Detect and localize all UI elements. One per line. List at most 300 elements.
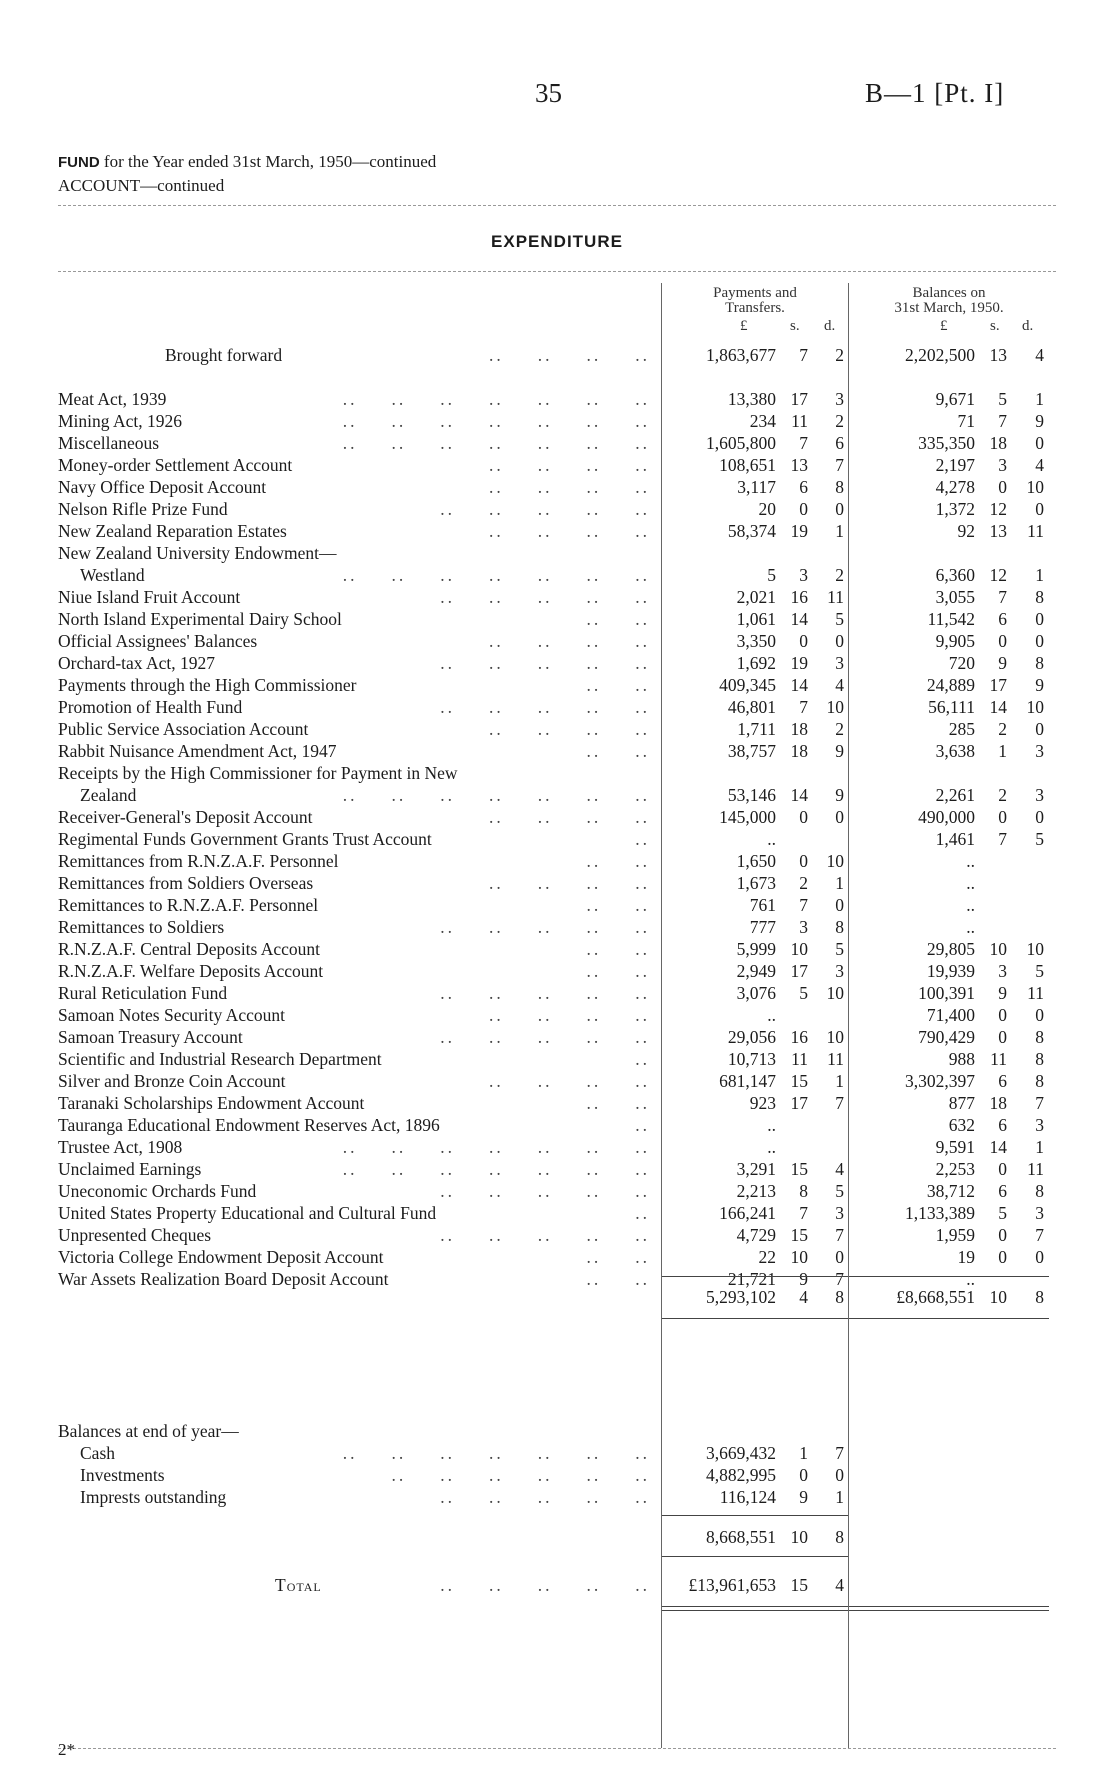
payments-pence: 11 bbox=[827, 1049, 844, 1069]
balances-pounds: 877 bbox=[948, 1093, 975, 1113]
table-row bbox=[0, 718, 1114, 740]
balances-pounds: 790,429 bbox=[918, 1027, 975, 1047]
total-row bbox=[0, 1574, 1114, 1596]
balances-pounds: 9,591 bbox=[935, 1137, 975, 1157]
balances-pence: 7 bbox=[1035, 1225, 1044, 1245]
payments-pounds: 777 bbox=[749, 917, 776, 937]
balances-pence: 8 bbox=[1035, 1027, 1044, 1047]
table-row bbox=[0, 1202, 1114, 1224]
balances-pounds: 2,202,500 bbox=[905, 345, 975, 365]
balances-shillings: 10 bbox=[989, 939, 1007, 959]
payments-pence: 5 bbox=[835, 609, 844, 629]
payments-pounds: 145,000 bbox=[719, 807, 776, 827]
payments-shillings: 3 bbox=[799, 565, 808, 585]
balances-pence: 0 bbox=[1035, 1247, 1044, 1267]
leader-dots: .. bbox=[635, 1049, 650, 1069]
leader-dots: .. .. .. .. .. bbox=[440, 983, 650, 1003]
document-reference: B—1 [Pt. I] bbox=[865, 78, 1005, 108]
balances-pounds: 4,278 bbox=[935, 477, 975, 497]
row-label: Rabbit Nuisance Amendment Act, 1947 bbox=[58, 741, 337, 761]
balances-shillings: 13 bbox=[989, 345, 1007, 365]
payments-pence: 0 bbox=[835, 631, 844, 651]
balances-pounds: 11,542 bbox=[927, 609, 975, 629]
payments-header-line1: Payments and bbox=[713, 285, 797, 301]
leader-dots: .. .. bbox=[586, 961, 650, 981]
table-row bbox=[0, 476, 1114, 498]
table-row bbox=[0, 696, 1114, 718]
table-row bbox=[0, 630, 1114, 652]
row-label: Remittances to Soldiers bbox=[58, 917, 225, 937]
page-subtitle: ACCOUNT—continued bbox=[58, 176, 225, 195]
payments-pounds: 166,241 bbox=[719, 1203, 776, 1223]
table-row bbox=[0, 850, 1114, 872]
balances-pence: 11 bbox=[1027, 1159, 1044, 1179]
payments-pence: 10 bbox=[826, 697, 844, 717]
table-row bbox=[0, 784, 1114, 806]
payments-pence: 2 bbox=[835, 565, 844, 585]
balances-shillings: 3 bbox=[998, 961, 1007, 981]
balances-pounds: 1,959 bbox=[935, 1225, 975, 1245]
payments-pounds: 3,350 bbox=[736, 631, 776, 651]
rule bbox=[662, 1318, 848, 1319]
payments-pence: 3 bbox=[835, 1203, 844, 1223]
table-row bbox=[0, 872, 1114, 894]
payments-pounds: 46,801 bbox=[727, 697, 776, 717]
table-row bbox=[0, 674, 1114, 696]
balances-column-header bbox=[849, 286, 1049, 316]
balances-pence: 3 bbox=[1035, 1203, 1044, 1223]
row-label: Westland bbox=[80, 565, 145, 585]
leader-dots: .. .. .. .. .. .. .. bbox=[342, 1443, 650, 1463]
table-row bbox=[0, 1004, 1114, 1026]
balances-sum-row bbox=[0, 1526, 1114, 1548]
payments-pounds: .. bbox=[767, 1137, 776, 1157]
table-row bbox=[0, 454, 1114, 476]
balance-row-cash bbox=[0, 1442, 1114, 1464]
balances-pounds: 3,638 bbox=[935, 741, 975, 761]
payments-pounds: 1,711 bbox=[737, 719, 776, 739]
payments-shillings: 14 bbox=[790, 609, 808, 629]
payments-pounds: 22 bbox=[758, 1247, 776, 1267]
payments-shillings: 9 bbox=[799, 1269, 808, 1289]
row-label: Navy Office Deposit Account bbox=[58, 477, 267, 497]
payments-pence: 9 bbox=[835, 785, 844, 805]
balances-pounds: 56,111 bbox=[928, 697, 975, 717]
payments-shillings: 2 bbox=[799, 873, 808, 893]
leader-dots: .. .. bbox=[586, 939, 650, 959]
row-label: Scientific and Industrial Research Department bbox=[58, 1049, 382, 1069]
row-label: Samoan Notes Security Account bbox=[58, 1005, 285, 1025]
row-label: Trustee Act, 1908 bbox=[58, 1137, 183, 1157]
balances-pounds: 71,400 bbox=[926, 1005, 975, 1025]
balances-shillings: 0 bbox=[998, 477, 1007, 497]
row-label: Victoria College Endowment Deposit Account bbox=[58, 1247, 384, 1267]
balances-shillings: 10 bbox=[989, 1287, 1007, 1307]
balances-pence: 3 bbox=[1035, 741, 1044, 761]
payments-pounds: 2,949 bbox=[736, 961, 776, 981]
payments-pounds: .. bbox=[767, 829, 776, 849]
row-label: Money-order Settlement Account bbox=[58, 455, 293, 475]
balances-shillings: 9 bbox=[998, 653, 1007, 673]
payments-shillings: 7 bbox=[799, 433, 808, 453]
payments-pence: 10 bbox=[826, 1027, 844, 1047]
table-row bbox=[0, 1246, 1114, 1268]
balances-pence: 8 bbox=[1035, 1049, 1044, 1069]
payments-pence: 7 bbox=[835, 1269, 844, 1289]
payments-shillings: 0 bbox=[799, 631, 808, 651]
balances-pence: 9 bbox=[1035, 675, 1044, 695]
payments-shillings: 11 bbox=[791, 411, 808, 431]
title-rest: for the Year ended 31st March, 1950—continued bbox=[99, 152, 437, 171]
balances-pence: 8 bbox=[1035, 587, 1044, 607]
payments-pounds: 20 bbox=[758, 499, 776, 519]
balances-pounds: 1,372 bbox=[935, 499, 975, 519]
row-label: Promotion of Health Fund bbox=[58, 697, 243, 717]
leader-dots: .. bbox=[635, 829, 650, 849]
leader-dots: .. .. .. .. bbox=[489, 719, 650, 739]
row-label: Mining Act, 1926 bbox=[58, 411, 182, 431]
row-label: Receipts by the High Commissioner for Payment in New bbox=[58, 763, 458, 783]
payments-pounds: 1,863,677 bbox=[706, 345, 776, 365]
row-label: Official Assignees' Balances bbox=[58, 631, 258, 651]
payments-pounds: .. bbox=[767, 1005, 776, 1025]
row-label: Taranaki Scholarships Endowment Account bbox=[58, 1093, 365, 1113]
leader-dots: .. .. .. .. .. bbox=[440, 499, 650, 519]
leader-dots: .. .. bbox=[586, 609, 650, 629]
payments-shillings: 17 bbox=[790, 389, 808, 409]
balances-pence: 5 bbox=[1035, 829, 1044, 849]
row-label: Investments bbox=[80, 1465, 165, 1485]
balances-pence: 0 bbox=[1035, 499, 1044, 519]
balances-shillings: 12 bbox=[989, 499, 1007, 519]
rule bbox=[662, 1556, 848, 1557]
balance-row-imprests bbox=[0, 1486, 1114, 1508]
payments-shillings: 8 bbox=[799, 1181, 808, 1201]
balances-pence: 0 bbox=[1035, 631, 1044, 651]
balances-shillings: 18 bbox=[989, 433, 1007, 453]
title-bold: FUND bbox=[58, 154, 100, 171]
rule bbox=[662, 1276, 848, 1277]
balances-pence: 1 bbox=[1035, 565, 1044, 585]
balances-shillings: 9 bbox=[998, 983, 1007, 1003]
table-row bbox=[0, 608, 1114, 630]
payments-pounds: 4,882,995 bbox=[706, 1465, 776, 1485]
balances-header-line2: 31st March, 1950. bbox=[894, 300, 1004, 316]
payments-pence: 0 bbox=[835, 807, 844, 827]
leader-dots: .. .. .. .. .. .. .. bbox=[342, 565, 650, 585]
leader-dots: .. .. .. .. .. bbox=[440, 587, 650, 607]
leader-dots: .. .. .. .. .. bbox=[440, 1181, 650, 1201]
table-row bbox=[0, 982, 1114, 1004]
payments-pounds: 4,729 bbox=[736, 1225, 776, 1245]
table-row bbox=[0, 652, 1114, 674]
balances-pounds: 285 bbox=[948, 719, 975, 739]
balances-pence: 9 bbox=[1035, 411, 1044, 431]
payments-shillings: 9 bbox=[799, 1487, 808, 1507]
payments-pence: 8 bbox=[835, 1527, 844, 1547]
leader-dots: .. .. .. .. bbox=[489, 521, 650, 541]
payments-pounds: 923 bbox=[749, 1093, 776, 1113]
balances-pence: 0 bbox=[1035, 719, 1044, 739]
row-label: Remittances from R.N.Z.A.F. Personnel bbox=[58, 851, 339, 871]
table-row bbox=[0, 410, 1114, 432]
balances-shillings: 0 bbox=[998, 631, 1007, 651]
row-label: Meat Act, 1939 bbox=[58, 389, 167, 409]
balances-shillings: 1 bbox=[998, 741, 1007, 761]
leader-dots: .. .. .. .. bbox=[489, 873, 650, 893]
payments-shillings: 7 bbox=[799, 345, 808, 365]
rule bbox=[662, 1515, 848, 1516]
payments-pounds: 29,056 bbox=[727, 1027, 776, 1047]
payments-pounds: 234 bbox=[749, 411, 776, 431]
leader-dots: .. .. .. .. .. .. .. bbox=[342, 785, 650, 805]
table-row bbox=[0, 1114, 1114, 1136]
balances-pounds: 632 bbox=[948, 1115, 975, 1135]
row-label: Orchard-tax Act, 1927 bbox=[58, 653, 215, 673]
balances-pence: 3 bbox=[1035, 1115, 1044, 1135]
row-label: War Assets Realization Board Deposit Account bbox=[58, 1269, 389, 1289]
balances-shillings: 7 bbox=[998, 411, 1007, 431]
leader-dots: .. .. .. .. bbox=[489, 455, 650, 475]
brought-forward-row bbox=[0, 344, 1114, 366]
row-label: Uneconomic Orchards Fund bbox=[58, 1181, 257, 1201]
leader-dots: .. .. bbox=[586, 1093, 650, 1113]
balances-header-line1: Balances on bbox=[912, 285, 986, 301]
balances-pounds: 71 bbox=[957, 411, 975, 431]
balances-pounds: 29,805 bbox=[926, 939, 975, 959]
payments-pounds: .. bbox=[767, 1115, 776, 1135]
payments-pounds: 8,668,551 bbox=[706, 1527, 776, 1547]
payments-pence: 0 bbox=[835, 895, 844, 915]
balances-pence: 1 bbox=[1035, 1137, 1044, 1157]
balances-pence: 8 bbox=[1035, 1181, 1044, 1201]
payments-shillings: 5 bbox=[799, 983, 808, 1003]
payments-shillings: 11 bbox=[791, 1049, 808, 1069]
row-label: Public Service Association Account bbox=[58, 719, 309, 739]
payments-pence: 8 bbox=[835, 1287, 844, 1307]
balances-pounds: 92 bbox=[957, 521, 975, 541]
balances-pounds: 9,671 bbox=[935, 389, 975, 409]
leader-dots: .. .. .. .. .. bbox=[440, 1225, 650, 1245]
payments-pence: 7 bbox=[835, 1443, 844, 1463]
payments-pounds: 3,669,432 bbox=[706, 1443, 776, 1463]
balances-shillings: 0 bbox=[998, 1159, 1007, 1179]
payments-pence: 4 bbox=[835, 1575, 844, 1595]
balances-pence: 4 bbox=[1035, 345, 1044, 365]
balances-pounds: 1,133,389 bbox=[905, 1203, 975, 1223]
balance-row-investments bbox=[0, 1464, 1114, 1486]
leader-dots: .. .. .. .. bbox=[489, 631, 650, 651]
balances-pence: 5 bbox=[1035, 961, 1044, 981]
table-row bbox=[0, 1070, 1114, 1092]
balances-shillings: 0 bbox=[998, 807, 1007, 827]
payments-pounds: 3,291 bbox=[736, 1159, 776, 1179]
balances-shillings: 0 bbox=[998, 1247, 1007, 1267]
payments-pence: 10 bbox=[826, 851, 844, 871]
row-label: Rural Reticulation Fund bbox=[58, 983, 228, 1003]
balances-shillings: 18 bbox=[989, 1093, 1007, 1113]
table-row bbox=[0, 520, 1114, 542]
double-rule bbox=[849, 1606, 1049, 1611]
row-label: Tauranga Educational Endowment Reserves Act, 1896 bbox=[58, 1115, 440, 1135]
payments-shillings: 7 bbox=[799, 1203, 808, 1223]
balances-pounds: 3,302,397 bbox=[905, 1071, 975, 1091]
table-row bbox=[0, 388, 1114, 410]
balances-pounds: 2,197 bbox=[935, 455, 975, 475]
leader-dots: .. .. .. .. bbox=[489, 1005, 650, 1025]
payments-pounds: 1,673 bbox=[736, 873, 776, 893]
balances-shillings: 17 bbox=[989, 675, 1007, 695]
row-label: Remittances from Soldiers Overseas bbox=[58, 873, 314, 893]
table-row bbox=[0, 806, 1114, 828]
balances-pence: 0 bbox=[1035, 433, 1044, 453]
payments-shillings: 1 bbox=[799, 1443, 808, 1463]
balances-pounds: .. bbox=[966, 873, 975, 893]
payments-shillings: 13 bbox=[790, 455, 808, 475]
payments-pounds: 10,713 bbox=[727, 1049, 776, 1069]
balances-pence: 10 bbox=[1026, 697, 1044, 717]
balances-pounds: 1,461 bbox=[935, 829, 975, 849]
table-row bbox=[0, 762, 1114, 784]
row-label: Miscellaneous bbox=[58, 433, 160, 453]
table-row bbox=[0, 498, 1114, 520]
payments-pence: 0 bbox=[835, 1247, 844, 1267]
row-label: Nelson Rifle Prize Fund bbox=[58, 499, 228, 519]
leader-dots: .. .. .. .. .. bbox=[440, 653, 650, 673]
rule bbox=[849, 1276, 1049, 1277]
row-label: New Zealand University Endowment— bbox=[58, 543, 337, 563]
payments-pence: 8 bbox=[835, 477, 844, 497]
page-number: 35 bbox=[535, 78, 562, 108]
payments-shillings: 16 bbox=[790, 1027, 808, 1047]
payments-pence: 3 bbox=[835, 653, 844, 673]
payments-column-header bbox=[662, 286, 848, 316]
payments-shillings: 0 bbox=[799, 807, 808, 827]
payments-pounds: 1,650 bbox=[736, 851, 776, 871]
balances-pence: 8 bbox=[1035, 1071, 1044, 1091]
payments-pounds: 1,061 bbox=[736, 609, 776, 629]
subtotal-row bbox=[0, 1286, 1114, 1308]
balances-shillings: 3 bbox=[998, 455, 1007, 475]
balances-pence: 11 bbox=[1027, 521, 1044, 541]
row-label: Payments through the High Commissioner bbox=[58, 675, 357, 695]
payments-pence: 7 bbox=[835, 1093, 844, 1113]
payments-shillings: 19 bbox=[790, 653, 808, 673]
balances-pounds: 988 bbox=[948, 1049, 975, 1069]
payments-pence: 3 bbox=[835, 389, 844, 409]
payments-pounds: 5,293,102 bbox=[706, 1287, 776, 1307]
balances-pence: 3 bbox=[1035, 785, 1044, 805]
payments-shillings: 4 bbox=[799, 1287, 808, 1307]
payments-shillings: 16 bbox=[790, 587, 808, 607]
balances-pounds: 335,350 bbox=[918, 433, 975, 453]
payments-pence: 4 bbox=[835, 1159, 844, 1179]
payments-pence: 2 bbox=[835, 345, 844, 365]
balances-pounds: 9,905 bbox=[935, 631, 975, 651]
table-row bbox=[0, 1136, 1114, 1158]
payments-shillings: 17 bbox=[790, 1093, 808, 1113]
balances-pounds: 3,055 bbox=[935, 587, 975, 607]
payments-pence: 7 bbox=[835, 1225, 844, 1245]
balances-pounds: 2,261 bbox=[935, 785, 975, 805]
payments-header-line2: Transfers. bbox=[725, 300, 785, 316]
payments-shillings: 15 bbox=[790, 1159, 808, 1179]
leader-dots: .. .. bbox=[586, 895, 650, 915]
payments-pence: 11 bbox=[827, 587, 844, 607]
payments-shillings: 10 bbox=[790, 1527, 808, 1547]
payments-pounds: 1,605,800 bbox=[706, 433, 776, 453]
payments-pounds: 3,117 bbox=[737, 477, 776, 497]
payments-pounds: 38,757 bbox=[727, 741, 776, 761]
balances-pence: 8 bbox=[1035, 1287, 1044, 1307]
balances-shillings: 6 bbox=[998, 1115, 1007, 1135]
row-label: United States Property Educational and Cultural Fund bbox=[58, 1203, 437, 1223]
table-row bbox=[0, 938, 1114, 960]
table-row bbox=[0, 1180, 1114, 1202]
table-row bbox=[0, 740, 1114, 762]
row-label: Imprests outstanding bbox=[80, 1487, 227, 1507]
total-label: Total bbox=[275, 1575, 322, 1595]
balances-pence: 4 bbox=[1035, 455, 1044, 475]
payments-pounds: 116,124 bbox=[719, 1487, 776, 1507]
table-row bbox=[0, 1158, 1114, 1180]
balances-pounds: 720 bbox=[948, 653, 975, 673]
shilling-unit: s. bbox=[790, 318, 800, 334]
balances-heading-row bbox=[0, 1420, 1114, 1442]
balances-pence: 7 bbox=[1035, 1093, 1044, 1113]
leader-dots: .. .. .. .. bbox=[489, 477, 650, 497]
leader-dots: .. .. .. .. .. .. .. bbox=[342, 411, 650, 431]
balances-shillings: 6 bbox=[998, 1181, 1007, 1201]
payments-pence: 0 bbox=[835, 499, 844, 519]
payments-pence: 3 bbox=[835, 961, 844, 981]
payments-pounds: 21,721 bbox=[727, 1269, 776, 1289]
row-label: Remittances to R.N.Z.A.F. Personnel bbox=[58, 895, 319, 915]
balances-pence: 8 bbox=[1035, 653, 1044, 673]
double-rule bbox=[662, 1606, 848, 1611]
leader-dots: .. .. .. .. bbox=[489, 807, 650, 827]
balances-shillings: 12 bbox=[989, 565, 1007, 585]
divider bbox=[58, 1748, 1056, 1749]
balances-pence: 1 bbox=[1035, 389, 1044, 409]
balances-pounds: 2,253 bbox=[935, 1159, 975, 1179]
payments-shillings: 6 bbox=[799, 477, 808, 497]
payments-pence: 1 bbox=[835, 873, 844, 893]
payments-pounds: 2,213 bbox=[736, 1181, 776, 1201]
payments-pence: 2 bbox=[835, 411, 844, 431]
balances-pounds: 100,391 bbox=[918, 983, 975, 1003]
table-row bbox=[0, 564, 1114, 586]
table-row bbox=[0, 1026, 1114, 1048]
balances-pounds: 38,712 bbox=[926, 1181, 975, 1201]
leader-dots: .. .. .. .. bbox=[489, 1071, 650, 1091]
leader-dots: .. .. .. .. .. bbox=[440, 697, 650, 717]
leader-dots: .. .. .. .. .. bbox=[440, 1487, 650, 1507]
payments-shillings: 14 bbox=[790, 785, 808, 805]
balances-shillings: 6 bbox=[998, 609, 1007, 629]
divider bbox=[58, 271, 1056, 272]
leader-dots: .. .. .. .. .. .. .. bbox=[342, 1159, 650, 1179]
leader-dots: .. .. bbox=[586, 1269, 650, 1289]
row-label: Silver and Bronze Coin Account bbox=[58, 1071, 286, 1091]
table-row bbox=[0, 828, 1114, 850]
pound-unit: £ bbox=[740, 318, 748, 334]
balances-pounds: .. bbox=[966, 895, 975, 915]
row-label: Regimental Funds Government Grants Trust Account bbox=[58, 829, 432, 849]
balances-pence: 0 bbox=[1035, 807, 1044, 827]
payments-shillings: 15 bbox=[790, 1071, 808, 1091]
payments-pence: 9 bbox=[835, 741, 844, 761]
